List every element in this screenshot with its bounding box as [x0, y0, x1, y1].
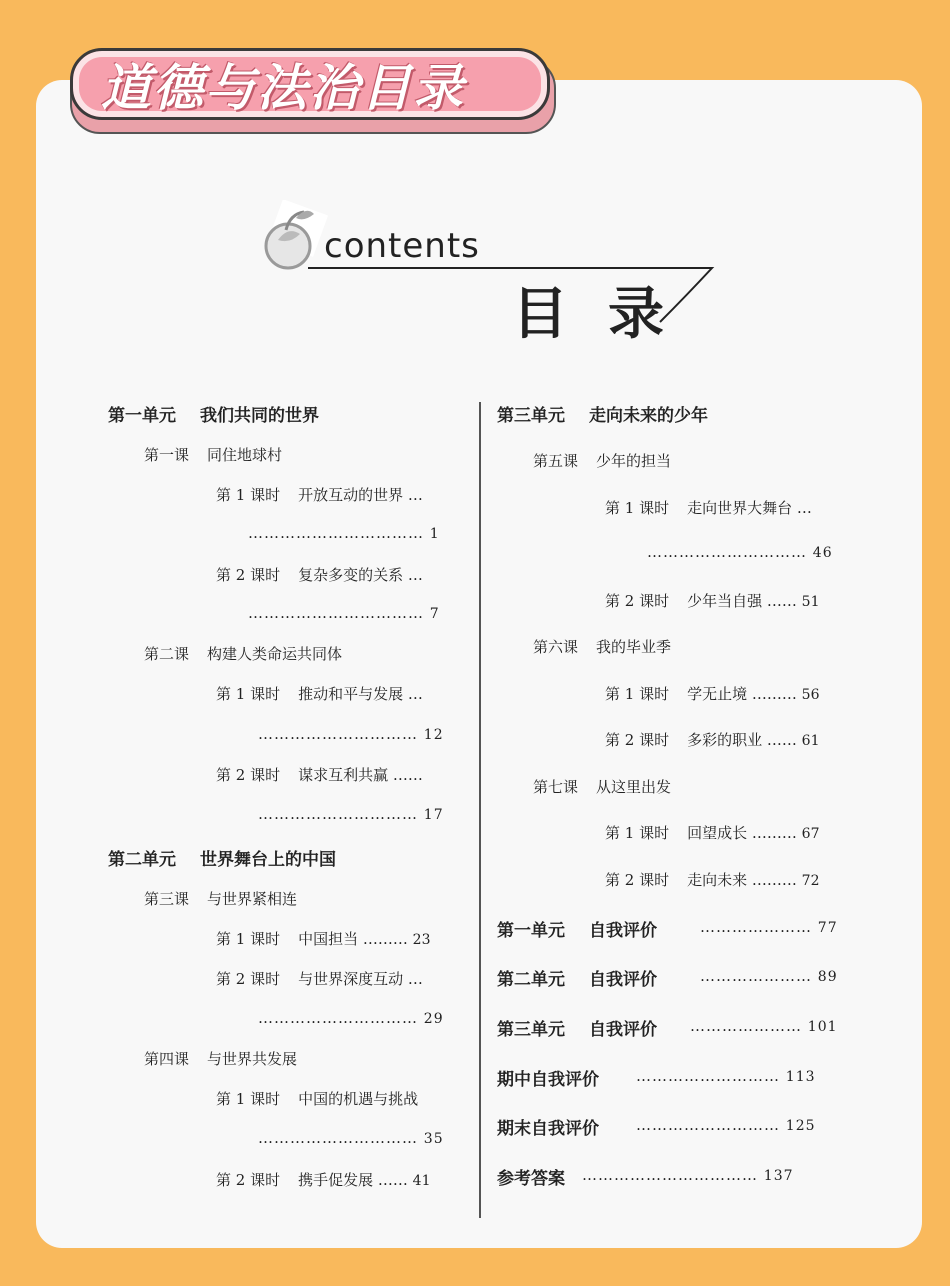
unit-1-evaluation-entry[interactable] [497, 916, 657, 941]
lesson-2-period-1-leader [258, 725, 444, 743]
unit-number: 第二单元 [497, 970, 565, 990]
page-number: 77 [817, 920, 838, 936]
period-number: 第 1 课时 [216, 486, 281, 504]
lesson-3-period-1-entry[interactable] [216, 928, 430, 949]
page-number: 101 [807, 1019, 838, 1035]
lesson-title: 从这里出发 [596, 778, 672, 796]
unit-1-evaluation-leader [700, 918, 838, 936]
unit-number: 第二单元 [108, 850, 176, 870]
page-number: 72 [801, 873, 820, 889]
unit-2-entry[interactable] [108, 845, 336, 870]
period-number: 第 2 课时 [216, 566, 281, 584]
final-evaluation-leader [636, 1116, 816, 1134]
page-number: 61 [801, 733, 820, 749]
lesson-number: 第三课 [144, 890, 190, 908]
period-title: 学无止境 ……… [687, 685, 797, 703]
period-title: 少年当自强 …… [687, 592, 797, 610]
unit-2-evaluation-leader [700, 967, 838, 985]
period-title: 推动和平与发展 … [298, 685, 423, 703]
lesson-5-period-1-entry[interactable] [605, 497, 812, 518]
period-number: 第 1 课时 [216, 685, 281, 703]
lesson-1-period-1-leader [248, 524, 440, 542]
period-title: 回望成长 ……… [687, 824, 797, 842]
unit-title: 走向未来的少年 [589, 406, 708, 426]
lesson-5-entry[interactable] [533, 450, 671, 471]
page-number: 41 [412, 1173, 431, 1189]
page-number: 51 [801, 594, 820, 610]
period-number: 第 2 课时 [605, 871, 670, 889]
period-number: 第 2 课时 [216, 1171, 281, 1189]
period-title: 谋求互利共赢 …… [298, 766, 423, 784]
period-title: 开放互动的世界 … [298, 486, 423, 504]
leader-dots: ………………………… [258, 1129, 418, 1147]
lesson-title: 与世界共发展 [207, 1050, 298, 1068]
leader-dots: …………………………… [248, 604, 424, 622]
lesson-7-entry[interactable] [533, 776, 671, 797]
period-number: 第 2 课时 [216, 970, 281, 988]
lesson-title: 与世界紧相连 [207, 890, 298, 908]
lesson-6-entry[interactable] [533, 636, 671, 657]
eval-title: 自我评价 [589, 970, 657, 990]
page-number: 29 [423, 1011, 444, 1027]
unit-number: 第一单元 [108, 406, 176, 426]
lesson-2-period-2-entry[interactable] [216, 764, 423, 785]
leaf-icon [266, 200, 328, 268]
period-number: 第 2 课时 [216, 766, 281, 784]
page-number: 7 [429, 606, 440, 622]
unit-1-entry[interactable] [108, 401, 319, 426]
page-number: 56 [801, 687, 820, 703]
leader-dots: ………………………… [258, 805, 418, 823]
leader-dots: …………………………… [248, 524, 424, 542]
eval-title: 自我评价 [589, 1020, 657, 1040]
lesson-5-period-1-leader [647, 543, 833, 561]
eval-title: 参考答案 [497, 1169, 565, 1189]
unit-number: 第三单元 [497, 406, 565, 426]
period-number: 第 1 课时 [605, 499, 670, 517]
lesson-1-period-2-leader [248, 604, 440, 622]
unit-3-evaluation-leader [690, 1017, 838, 1035]
midterm-evaluation-entry[interactable] [497, 1065, 599, 1090]
midterm-evaluation-leader [636, 1067, 816, 1085]
page-number: 89 [817, 969, 838, 985]
page-number: 1 [429, 526, 440, 542]
lesson-1-period-1-entry[interactable] [216, 484, 423, 505]
lesson-4-period-1-entry[interactable] [216, 1088, 418, 1109]
lesson-2-period-1-entry[interactable] [216, 683, 423, 704]
leader-dots: ……………………… [636, 1116, 780, 1134]
period-number: 第 1 课时 [605, 685, 670, 703]
period-number: 第 1 课时 [216, 930, 281, 948]
lesson-4-entry[interactable] [144, 1048, 297, 1069]
lesson-3-entry[interactable] [144, 888, 297, 909]
eval-title: 期末自我评价 [497, 1119, 599, 1139]
period-title: 与世界深度互动 … [298, 970, 423, 988]
page-number: 23 [412, 932, 431, 948]
eval-title: 期中自我评价 [497, 1070, 599, 1090]
page-number: 113 [785, 1069, 816, 1085]
leader-dots: ………………………… [258, 725, 418, 743]
period-title: 多彩的职业 …… [687, 731, 797, 749]
period-number: 第 2 课时 [605, 592, 670, 610]
unit-title: 我们共同的世界 [200, 406, 319, 426]
page-number: 17 [423, 807, 444, 823]
final-evaluation-entry[interactable] [497, 1114, 599, 1139]
lesson-number: 第二课 [144, 645, 190, 663]
banner-title: 道德与法治目录 [101, 59, 465, 117]
leader-dots: ………………… [700, 967, 812, 985]
leader-dots: ………………… [690, 1017, 802, 1035]
leader-dots: ………………… [700, 918, 812, 936]
period-number: 第 1 课时 [605, 824, 670, 842]
period-title: 复杂多变的关系 … [298, 566, 423, 584]
period-title: 携手促发展 …… [298, 1171, 408, 1189]
answers-entry[interactable] [497, 1164, 565, 1189]
period-title: 走向世界大舞台 … [687, 499, 812, 517]
leader-dots: ………………………… [647, 543, 807, 561]
period-title: 走向未来 ……… [687, 871, 797, 889]
leader-dots: ………………………… [258, 1009, 418, 1027]
lesson-title: 同住地球村 [207, 446, 283, 464]
leader-dots: ……………………… [636, 1067, 780, 1085]
period-title: 中国的机遇与挑战 [298, 1090, 419, 1108]
contents-heading: contents [324, 226, 480, 266]
answers-leader [582, 1166, 794, 1184]
leader-dots: …………………………… [582, 1166, 758, 1184]
lesson-3-period-2-leader [258, 1009, 444, 1027]
lesson-number: 第六课 [533, 638, 579, 656]
page-number: 46 [812, 545, 833, 561]
unit-3-entry[interactable] [497, 401, 708, 426]
eval-title: 自我评价 [589, 921, 657, 941]
lesson-1-entry[interactable] [144, 444, 282, 465]
lesson-title: 我的毕业季 [596, 638, 672, 656]
column-divider [479, 402, 481, 1218]
title-banner [70, 48, 550, 120]
lesson-number: 第五课 [533, 452, 579, 470]
page-number: 35 [423, 1131, 444, 1147]
lesson-6-period-1-entry[interactable] [605, 683, 819, 704]
period-title: 中国担当 ……… [298, 930, 408, 948]
period-number: 第 1 课时 [216, 1090, 281, 1108]
lesson-1-period-2-entry[interactable] [216, 564, 423, 585]
unit-number: 第一单元 [497, 921, 565, 941]
period-number: 第 2 课时 [605, 731, 670, 749]
lesson-4-period-1-leader [258, 1129, 444, 1147]
lesson-7-period-2-entry[interactable] [605, 869, 819, 890]
lesson-number: 第七课 [533, 778, 579, 796]
lesson-number: 第四课 [144, 1050, 190, 1068]
unit-title: 世界舞台上的中国 [200, 850, 336, 870]
lesson-title: 构建人类命运共同体 [207, 645, 343, 663]
lesson-3-period-2-entry[interactable] [216, 968, 423, 989]
lesson-5-period-2-entry[interactable] [605, 590, 819, 611]
unit-2-evaluation-entry[interactable] [497, 965, 657, 990]
unit-3-evaluation-entry[interactable] [497, 1015, 657, 1040]
lesson-title: 少年的担当 [596, 452, 672, 470]
lesson-4-period-2-entry[interactable] [216, 1169, 430, 1190]
lesson-2-period-2-leader [258, 805, 444, 823]
unit-number: 第三单元 [497, 1020, 565, 1040]
page-number: 67 [801, 826, 820, 842]
page-number: 137 [763, 1168, 794, 1184]
lesson-6-period-2-entry[interactable] [605, 729, 819, 750]
page-number: 12 [423, 727, 444, 743]
mulu-heading: 目录 [512, 281, 704, 347]
lesson-2-entry[interactable] [144, 643, 342, 664]
lesson-7-period-1-entry[interactable] [605, 822, 819, 843]
page-number: 125 [785, 1118, 816, 1134]
lesson-number: 第一课 [144, 446, 190, 464]
